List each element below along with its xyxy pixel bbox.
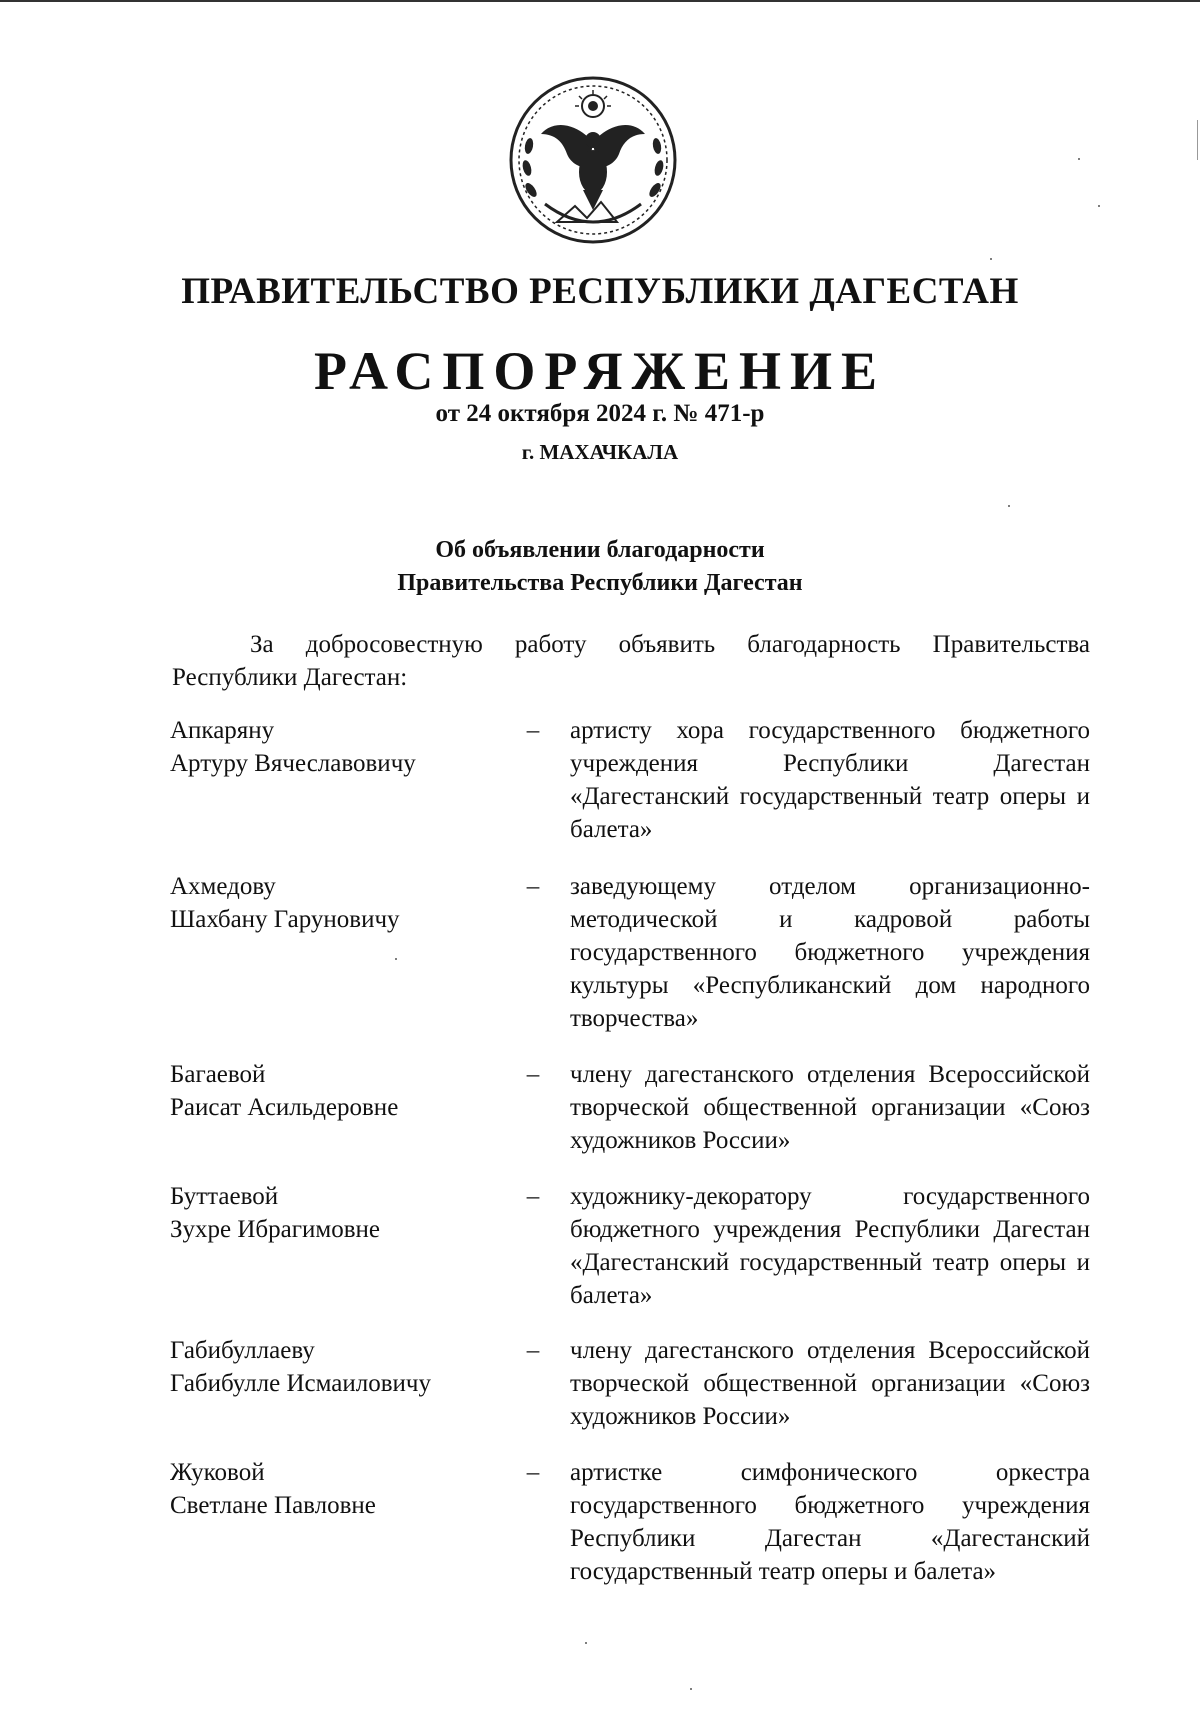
subject-line: Правительства Республики Дагестан	[397, 570, 803, 596]
recipient-given-name: Раисат Асильдеровне	[170, 1094, 399, 1121]
recipient-surname: Жуковой	[170, 1459, 265, 1486]
document-date-number: от 24 октября 2024 г. № 471-р	[435, 400, 765, 427]
scan-speck	[585, 1642, 587, 1644]
recipient-description: члену дагестанского отделения Всероссийской творческой общественной организации «Союз художников России»	[570, 1337, 1090, 1430]
scan-speck	[690, 1688, 692, 1690]
recipient-description: артистке симфонического оркестра государственного бюджетного учреждения Республики Дагестан «Дагестанский государственный театр оперы и балета»	[570, 1459, 1090, 1585]
coat-of-arms-emblem	[505, 72, 681, 248]
document-city: г. МАХАЧКАЛА	[521, 440, 679, 464]
recipient-surname: Апкаряну	[170, 717, 275, 744]
entry-dash: –	[526, 873, 540, 900]
recipient-name	[170, 1456, 510, 1522]
scan-edge	[1197, 120, 1198, 160]
recipient-given-name: Артуру Вячеславовичу	[170, 750, 416, 777]
recipient-surname: Ахмедову	[170, 873, 276, 900]
recipient-surname: Буттаевой	[170, 1183, 279, 1210]
recipient-given-name: Габибулле Исмаиловичу	[170, 1370, 431, 1397]
recipient-name	[170, 714, 510, 780]
document-subject	[0, 534, 1200, 600]
recipient-description: артисту хора государственного бюджетного учреждения Республики Дагестан «Дагестанский государственный театр оперы и балета»	[570, 717, 1090, 843]
recipient-surname: Габибуллаеву	[170, 1337, 315, 1364]
scan-speck	[1008, 505, 1010, 507]
entry-dash: –	[526, 717, 540, 744]
recipient-given-name: Зухре Ибрагимовне	[170, 1216, 380, 1243]
recipient-given-name: Шахбану Гаруновичу	[170, 906, 400, 933]
entry-dash: –	[526, 1337, 540, 1364]
recipient-given-name: Светлане Павловне	[170, 1492, 376, 1519]
scan-edge	[0, 0, 1200, 2]
entry-dash: –	[526, 1183, 540, 1210]
coat-of-arms-eagle-icon	[505, 72, 681, 248]
scan-speck	[1078, 158, 1080, 160]
recipient-description: члену дагестанского отделения Всероссийской творческой общественной организации «Союз художников России»	[570, 1061, 1090, 1154]
entry-dash: –	[526, 1459, 540, 1486]
scan-speck	[1098, 205, 1100, 207]
recipient-name	[170, 1334, 510, 1400]
government-title: ПРАВИТЕЛЬСТВО РЕСПУБЛИКИ ДАГЕСТАН	[181, 271, 1019, 312]
recipient-name	[170, 1058, 510, 1124]
subject-line: Об объявлении благодарности	[435, 537, 765, 563]
scan-speck	[990, 258, 992, 260]
recipient-surname: Багаевой	[170, 1061, 266, 1088]
scan-speck	[395, 958, 397, 960]
document-type-heading: РАСПОРЯЖЕНИЕ	[313, 341, 887, 401]
recipient-name	[170, 1180, 510, 1246]
recipient-description: заведующему отделом организационно-методической и кадровой работы государственного бюджетного учреждения культуры «Республиканский дом народного творчества»	[570, 873, 1090, 1032]
intro-paragraph: За добросовестную работу объявить благодарность Правительства Республики Дагестан:	[172, 631, 1090, 691]
recipient-description: художнику-декоратору государственного бюджетного учреждения Республики Дагестан «Дагестанский государственный театр оперы и балета»	[570, 1183, 1090, 1309]
entry-dash: –	[526, 1061, 540, 1088]
recipient-name	[170, 870, 510, 936]
